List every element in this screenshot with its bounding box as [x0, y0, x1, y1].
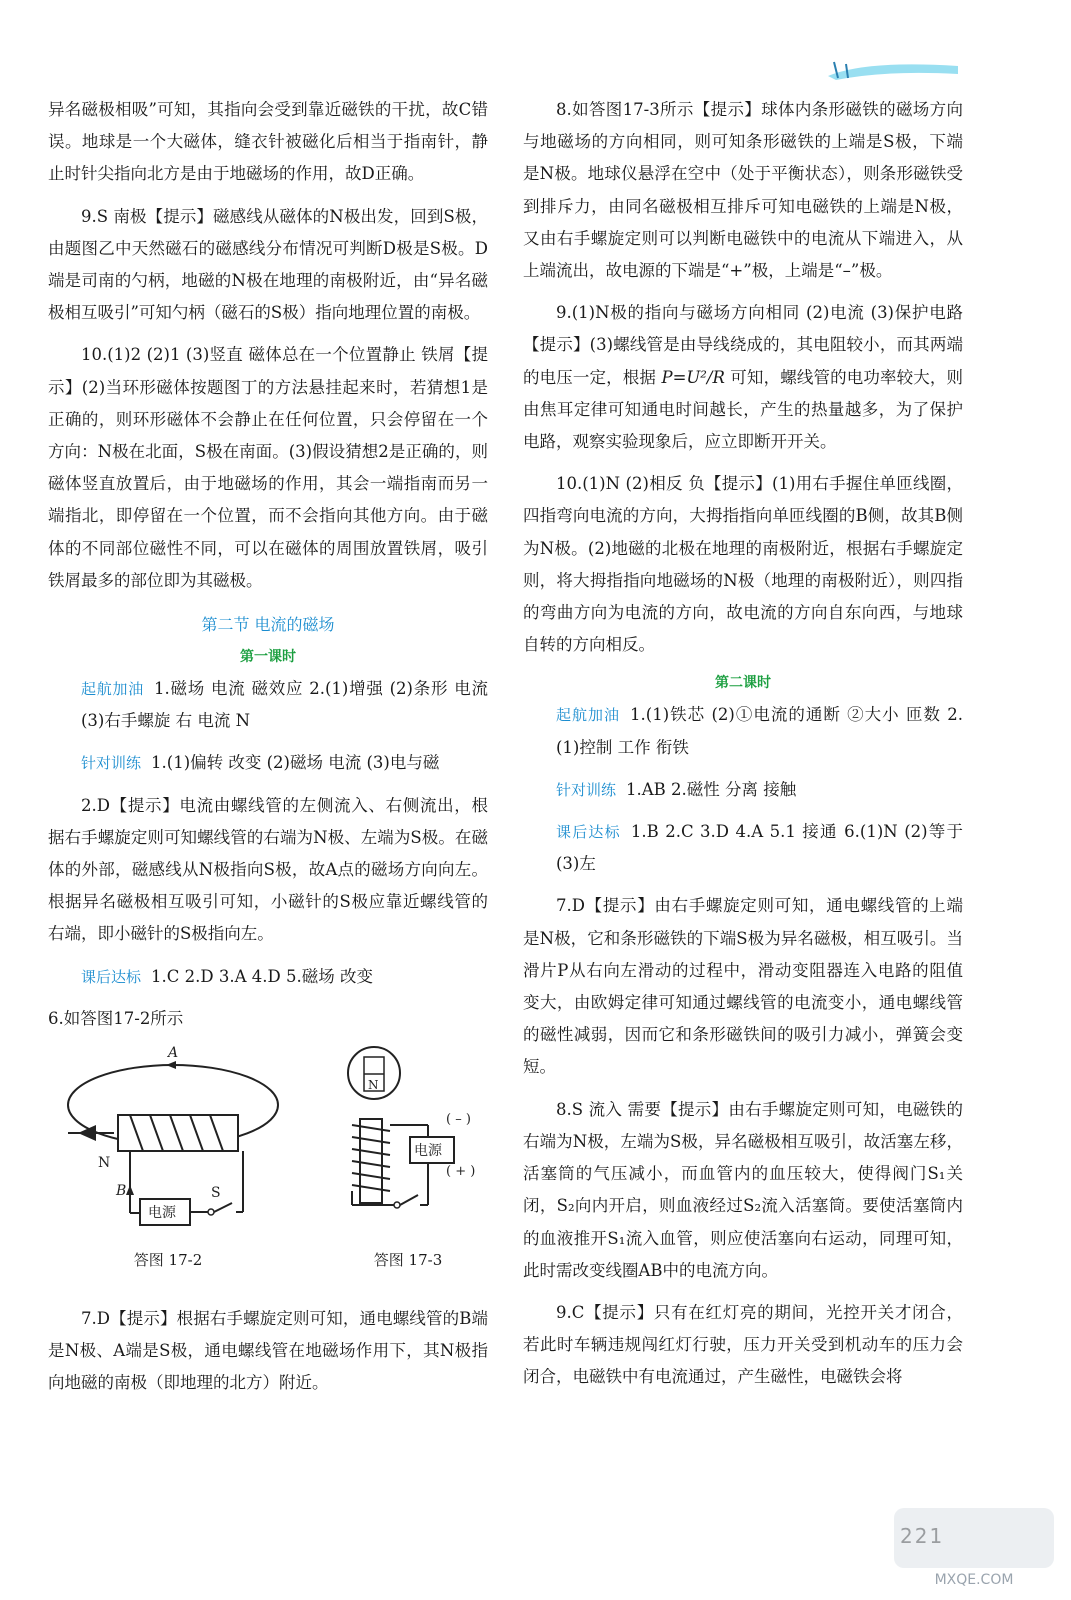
answer-8-right: 8.S 流入 需要【提示】由右手螺旋定则可知，电磁铁的右端为N极，左端为S极，异名磁极相互吸引，故活塞左移，活塞筒的气压减小，而血管内的血压较大，使得阀门S₁关闭，S₂向内开启，则血液经过S₂流入活塞筒。要使活塞筒内的血液推开S₁流入血管，则应使活塞向右运动，同理可知，此时需改变线圈AB中的电流方向。 — [523, 1099, 963, 1280]
right-column — [523, 94, 963, 1404]
figures-row — [48, 1045, 488, 1295]
zhendui-text-2: 1.AB 2.磁性 分离 接触 — [626, 779, 797, 799]
qihang-block-2 — [523, 699, 963, 763]
left-intro-paragraph: 异名磁极相吸”可知，其指向会受到靠近磁铁的干扰，故C错误。地球是一个大磁体，缝衣针被磁化后相当于指南针，静止时针尖指向北方是由于地磁场的作用，故D正确。 — [48, 100, 488, 184]
answer-9-right — [523, 297, 963, 458]
zhendui-block-2 — [523, 774, 963, 806]
answer-9: 9.S 南极【提示】磁感线从磁体的N极出发，回到S极，由题图乙中天然磁石的磁感线分布情况可判断D极是S极。D端是司南的勺柄，地磁的N极在地理的南极附近，由“异名磁极相互吸引”可知勺柄（磁石的S极）指向地理位置的南极。 — [48, 206, 488, 323]
figure-17-3-caption: 答图 17-3 — [373, 1251, 443, 1270]
kehou-text-2: 1.B 2.C 3.D 4.A 5.1 接通 6.(1)N (2)等于 (3)左 — [556, 822, 963, 874]
formula: P=U²/R — [661, 367, 725, 387]
label-power-2: 电源 — [148, 1205, 176, 1222]
label-b: B — [116, 1183, 127, 1200]
label-power-3: 电源 — [414, 1143, 442, 1160]
svg-text:MXQE.COM: MXQE.COM — [934, 1572, 1014, 1588]
zhendui-tag-2: 针对训练 — [556, 780, 617, 799]
label-n-3: N — [368, 1078, 379, 1093]
answer-9-text-a: 9.(1)N极的指向与磁场方向相同 (2)电流 (3)保护电路【提示】(3)螺线管是由导线绕成的，其电阻较小，而其两端的电压一定，根据 — [523, 303, 963, 387]
label-n: N — [98, 1155, 111, 1172]
watermark-logo — [890, 1500, 1060, 1595]
kehou-tag-2: 课后达标 — [556, 823, 621, 842]
qihang-tag: 起航加油 — [81, 680, 145, 699]
label-a: A — [168, 1045, 179, 1062]
watermark-icon — [890, 1500, 1060, 1595]
header-decoration-icon — [826, 54, 961, 84]
answer-10: 10.(1)2 (2)1 (3)竖直 磁体总在一个位置静止 铁屑【提示】(2)当环形磁体按题图丁的方法悬挂起来时，若猜想1是正确的，则环形磁体不会静止在任何位置，只会停留在一个方向：N极在北面，S极在南面。(3)假设猜想2是正确的，则磁体竖直放置后，由于地磁场的作用，其会一端指南而另一端指北，即停留在一个位置，而不会指向其他方向。由于磁体的不同部位磁性不同，可以在磁体的周围放置铁屑，吸引铁屑最多的部位即为其磁极。 — [48, 345, 488, 590]
qihang-block — [48, 673, 488, 737]
answer-2: 2.D【提示】电流由螺线管的左侧流入、右侧流出，根据右手螺旋定则可知螺线管的右端为N极、左端为S极。在磁体的外部，磁感线从N极指向S极，故A点的磁场方向向左。根据异名磁极相互吸引可知，小磁针的S极应靠近螺线管的右端，即小磁针的S极指向左。 — [48, 795, 488, 944]
electromagnet-diagram — [328, 1045, 488, 1245]
solenoid-diagram — [48, 1045, 288, 1245]
figure-17-2 — [48, 1045, 288, 1295]
label-plus: ( + ) — [446, 1164, 476, 1180]
answer-6: 6.如答图17-2所示 — [48, 1008, 184, 1028]
section-title: 第二节 电流的磁场 — [201, 615, 335, 635]
zhendui-tag: 针对训练 — [81, 754, 142, 773]
kehou-tag: 课后达标 — [81, 967, 142, 986]
qihang-text-2: 1.(1)铁芯 (2)①电流的通断 ②大小 匝数 2.(1)控制 工作 衔铁 — [556, 705, 963, 757]
qihang-tag-2: 起航加油 — [556, 706, 621, 725]
left-column — [48, 94, 488, 1410]
kehou-block — [48, 961, 488, 993]
answer-8: 8.如答图17-3所示【提示】球体内条形磁铁的磁场方向与地磁场的方向相同，则可知条形磁铁的上端是S极，下端是N极。地球仪悬浮在空中（处于平衡状态），则条形磁铁受到排斥力，由同名磁极相互排斥可知电磁铁的上端是N极，又由右手螺旋定则可以判断电磁铁中的电流从下端进入，从上端流出，故电源的下端是“+”极，上端是“–”极。 — [523, 100, 963, 281]
lesson-1-title: 第一课时 — [240, 649, 296, 666]
kehou-block-2 — [523, 816, 963, 880]
label-s: S — [211, 1185, 221, 1202]
answer-7: 7.D【提示】根据右手螺旋定则可知，通电螺线管的B端是N极、A端是S极，通电螺线管在地磁场作用下，其N极指向地磁的南极（即地理的北方）附近。 — [48, 1309, 488, 1393]
answer-9-text-b: 可知，螺线管的电功率较大，则由焦耳定律可知通电时间越长，产生的热量越多，为了保护电路，观察实验现象后，应立即断开开关。 — [523, 367, 964, 452]
lesson-2-title: 第二课时 — [715, 675, 771, 692]
zhendui-block — [48, 747, 488, 779]
label-minus: ( – ) — [446, 1112, 471, 1128]
kehou-text: 1.C 2.D 3.A 4.D 5.磁场 改变 — [151, 966, 373, 986]
answer-9c-right: 9.C【提示】只有在红灯亮的期间，光控开关才闭合，若此时车辆违规闯红灯行驶，压力开关受到机动车的压力会闭合，电磁铁中有电流通过，产生磁性，电磁铁会将 — [523, 1302, 963, 1387]
answer-10-right: 10.(1)N (2)相反 负【提示】(1)用右手握住单匝线圈，四指弯向电流的方向，大拇指指向单匝线圈的B侧，故其B侧为N极。(2)地磁的北极在地理的南极附近，根据右手螺旋定则，将大拇指指向地磁场的N极（地理的南极附近），则四指的弯曲方向为电流的方向，故电流的方向自东向西，与地球自转的方向相反。 — [523, 474, 963, 655]
zhendui-text: 1.(1)偏转 改变 (2)磁场 电流 (3)电与磁 — [151, 753, 440, 773]
figure-17-2-caption: 答图 17-2 — [133, 1251, 203, 1270]
answer-7-right: 7.D【提示】由右手螺旋定则可知，通电螺线管的上端是N极，它和条形磁铁的下端S极为异名磁极，相互吸引。当滑片P从右向左滑动的过程中，滑动变阻器连入电路的阻值变大，由欧姆定律可知通过螺线管的电流变小，通电螺线管的磁性减弱，因而它和条形磁铁间的吸引力减小，弹簧会变短。 — [523, 896, 963, 1077]
qihang-text: 1.磁场 电流 磁效应 2.(1)增强 (2)条形 电流 (3)右手螺旋 右 电流 N — [81, 679, 488, 731]
figure-17-3 — [328, 1045, 488, 1295]
